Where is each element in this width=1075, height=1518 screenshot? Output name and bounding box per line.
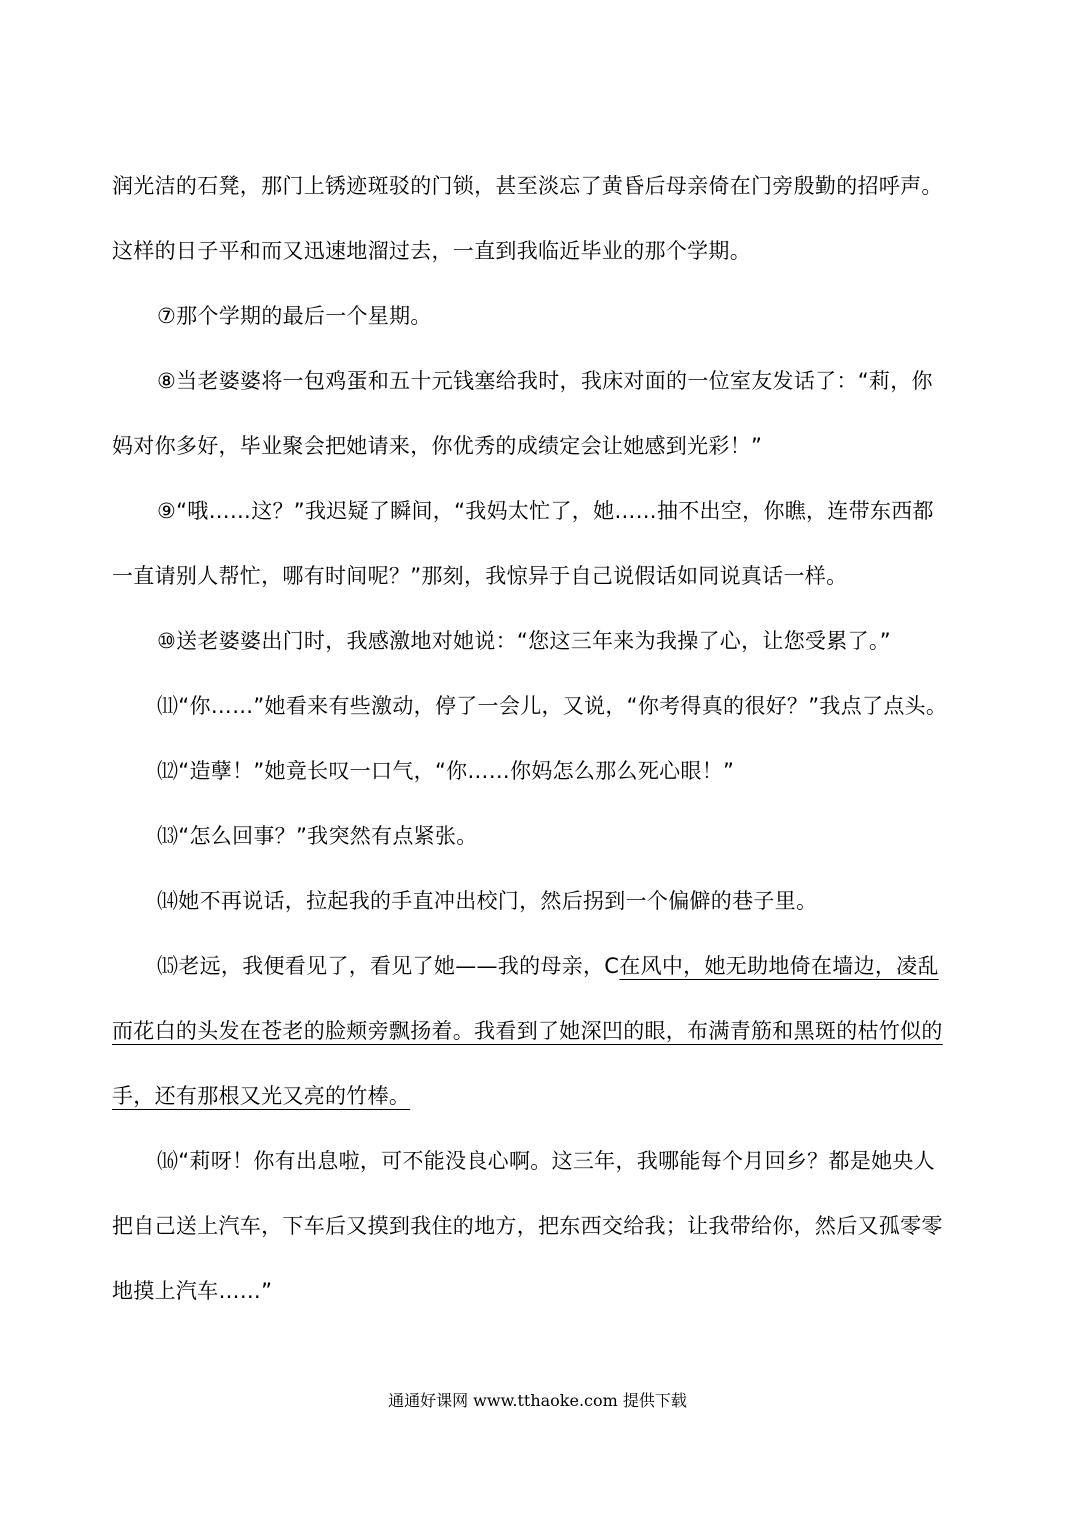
- paragraph-8: ⑧当老婆婆将一包鸡蛋和五十元钱塞给我时，我床对面的一位室友发话了：“莉，你: [157, 369, 933, 393]
- text-line: 把自己送上汽车，下车后又摸到我住的地方，把东西交给我；让我带给你，然后又孤零零: [112, 1214, 943, 1238]
- text-line: 地摸上汽车……”: [112, 1279, 273, 1303]
- paragraph-15-prefix: ⒂老远，我便看见了，看见了她——我的母亲，C: [157, 954, 620, 978]
- paragraph-7: ⑦那个学期的最后一个星期。: [157, 304, 432, 328]
- paragraph-14: ⒁她不再说话，拉起我的手直冲出校门，然后拐到一个偏僻的巷子里。: [157, 889, 818, 913]
- underlined-passage: 在风中，她无助地倚在墙边，凌乱: [619, 954, 939, 978]
- paragraph-12: ⑿“造孽！”她竟长叹一口气，“你……你妈怎么那么死心眼！”: [157, 759, 735, 783]
- paragraph-11: ⑾“你……”她看来有些激动，停了一会儿，又说，“你考得真的很好？”我点了点头。: [157, 694, 948, 718]
- underlined-passage: 手，还有那根又光又亮的竹棒。: [112, 1084, 411, 1108]
- paragraph-16: ⒃“莉呀！你有出息啦，可不能没良心啊。这三年，我哪能每个月回乡？都是她央人: [157, 1149, 935, 1173]
- paragraph-9: ⑨“哦……这？”我迟疑了瞬间，“我妈太忙了，她……抽不出空，你瞧，连带东西都: [157, 499, 934, 523]
- paragraph-15: [157, 951, 939, 981]
- paragraph-13: ⒀“怎么回事？”我突然有点紧张。: [157, 824, 478, 848]
- page-footer: 通通好课网 www.tthaoke.com 提供下载: [388, 1391, 687, 1410]
- paragraph-10: ⑩送老婆婆出门时，我感激地对她说：“您这三年来为我操了心，让您受累了。”: [157, 629, 891, 653]
- text-line: 润光洁的石凳，那门上锈迹斑驳的门锁，甚至淡忘了黄昏后母亲倚在门旁殷勤的招呼声。: [112, 174, 943, 198]
- text-line: [112, 1016, 943, 1046]
- text-line: 一直请别人帮忙，哪有时间呢？”那刻，我惊异于自己说假话如同说真话一样。: [112, 564, 848, 588]
- text-line: [112, 1081, 410, 1111]
- text-line: 这样的日子平和而又迅速地溜过去，一直到我临近毕业的那个学期。: [112, 239, 751, 263]
- underlined-passage: 而花白的头发在苍老的脸颊旁飘扬着。我看到了她深凹的眼，布满青筋和黑斑的枯竹似的: [112, 1019, 943, 1043]
- text-line: 妈对你多好，毕业聚会把她请来，你优秀的成绩定会让她感到光彩！”: [112, 434, 763, 458]
